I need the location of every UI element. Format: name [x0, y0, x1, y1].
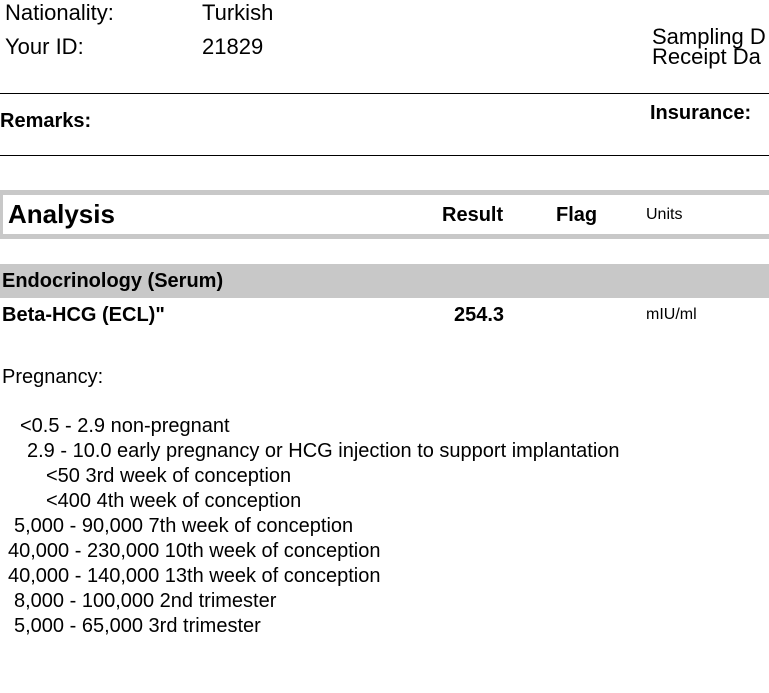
reference-line: 40,000 - 140,000 13th week of conception	[8, 565, 381, 587]
header-left-rule	[0, 195, 3, 237]
test-result: 254.3	[454, 304, 505, 326]
insurance-label: Insurance:	[650, 102, 752, 124]
reference-line: 2.9 - 10.0 early pregnancy or HCG injection to support implantation	[27, 440, 620, 462]
test-name: Beta-HCG (ECL)"	[2, 304, 165, 326]
remarks-label: Remarks:	[0, 110, 92, 132]
nationality-label: Nationality:	[5, 0, 114, 25]
sampling-date-label: Sampling D	[652, 24, 766, 49]
divider-bottom	[0, 155, 769, 156]
id-value: 21829	[202, 34, 264, 59]
reference-line: 5,000 - 90,000 7th week of conception	[14, 515, 354, 537]
id-label: Your ID:	[5, 34, 84, 59]
analysis-header: Analysis	[8, 199, 115, 229]
nationality-value: Turkish	[202, 0, 274, 25]
test-units: mIU/ml	[646, 306, 697, 323]
units-header: Units	[646, 206, 683, 223]
result-header: Result	[442, 204, 504, 226]
flag-header: Flag	[556, 204, 598, 226]
header-top-rule	[0, 190, 769, 195]
reference-line: <400 4th week of conception	[46, 490, 302, 512]
reference-heading: Pregnancy:	[2, 366, 104, 388]
receipt-date-label: Receipt Da	[652, 44, 761, 69]
divider-top	[0, 93, 769, 94]
reference-line: 5,000 - 65,000 3rd trimester	[14, 615, 261, 637]
section-title: Endocrinology (Serum)	[2, 270, 224, 292]
header-bottom-rule	[0, 234, 769, 239]
reference-line: 8,000 - 100,000 2nd trimester	[14, 590, 277, 612]
reference-line: <50 3rd week of conception	[46, 465, 292, 487]
reference-line: 40,000 - 230,000 10th week of conception	[8, 540, 381, 562]
reference-line: <0.5 - 2.9 non-pregnant	[20, 415, 230, 437]
